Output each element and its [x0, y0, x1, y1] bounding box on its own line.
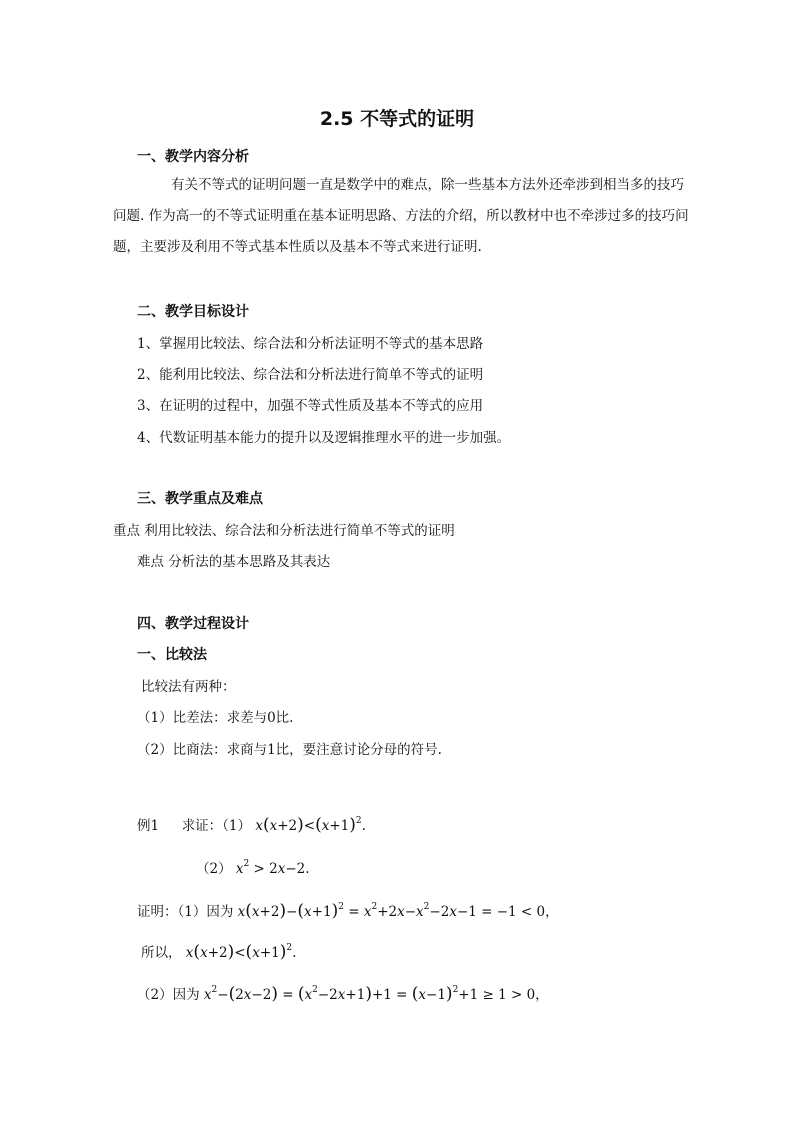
section3-heading: 三、教学重点及难点 — [137, 491, 263, 507]
proof-conclusion-1: $x(x+2)<(x+1)^2$. — [185, 942, 297, 962]
therefore-label: 所以， — [141, 945, 182, 961]
example-part2-label: （2） — [196, 861, 232, 877]
section1-heading: 一、教学内容分析 — [137, 149, 249, 165]
section2-heading: 二、教学目标设计 — [137, 304, 249, 320]
proof2-label: （2）因为 — [137, 987, 200, 1003]
example-prompt: 求证：（1） — [181, 818, 252, 834]
example-line-1 — [137, 814, 366, 835]
section1-paragraph-text: 有关不等式的证明问题一直是数学中的难点，除一些基本方法外还牵涉到相当多的技巧问题. 作为高一的不等式证明重在基本证明思路、方法的介绍，所以教材中也不牵涉过多的技巧问题，主要涉及利用不等式基本性质以及基本不等式来进行证明. — [113, 177, 689, 255]
objective-item-1: 1、掌握用比较法、综合法和分析法证明不等式的基本思路 — [137, 336, 484, 352]
comparison-method-1: （1）比差法：求差与0比. — [137, 710, 294, 726]
inequality-2: $x^2 > 2x-2$. — [235, 859, 310, 877]
section1-paragraph — [113, 170, 693, 263]
proof-line-1: 证明：（1）因为 $x(x+2)-(x+1)^2 = x^2+2x-x^2-2x-1 = -1 < 0$， — [137, 901, 559, 921]
method-subheading: 一、比较法 — [137, 647, 207, 663]
proof-label: 证明：（1）因为 — [137, 904, 234, 920]
comparison-intro: 比较法有两种： — [141, 679, 236, 695]
example-label: 例1 — [137, 818, 160, 834]
proof-line-2 — [141, 941, 296, 962]
proof-expression-1: $x(x+2)-(x+1)^2 = x^2+2x-x^2-2x-1 = -1 < 0$ — [237, 901, 546, 921]
objective-item-2: 2、能利用比较法、综合法和分析法进行简单不等式的证明 — [137, 367, 484, 383]
proof-expression-2: $x^2-(2x-2) = (x^2-2x+1)+1 = (x-1)^2+1 \ge 1 > 0$ — [203, 984, 536, 1004]
example-line-2 — [196, 857, 310, 877]
key-point: 重点 利用比较法、综合法和分析法进行简单不等式的证明 — [113, 523, 455, 539]
page-title: 2.5 不等式的证明 — [319, 108, 475, 130]
difficulty-point: 难点 分析法的基本思路及其表达 — [137, 554, 331, 570]
section4-heading: 四、教学过程设计 — [137, 616, 249, 632]
objective-item-4: 4、代数证明基本能力的提升以及逻辑推理水平的进一步加强。 — [137, 430, 511, 446]
comparison-method-2: （2）比商法：求商与1比，要注意讨论分母的符号. — [137, 742, 442, 758]
objective-item-3: 3、在证明的过程中，加强不等式性质及基本不等式的应用 — [137, 398, 484, 414]
proof-line-3: （2）因为 $x^2-(2x-2) = (x^2-2x+1)+1 = (x-1)^2+1 \ge 1 > 0$， — [137, 984, 549, 1004]
inequality-1: $x(x+2)<(x+1)^2$. — [255, 815, 366, 835]
